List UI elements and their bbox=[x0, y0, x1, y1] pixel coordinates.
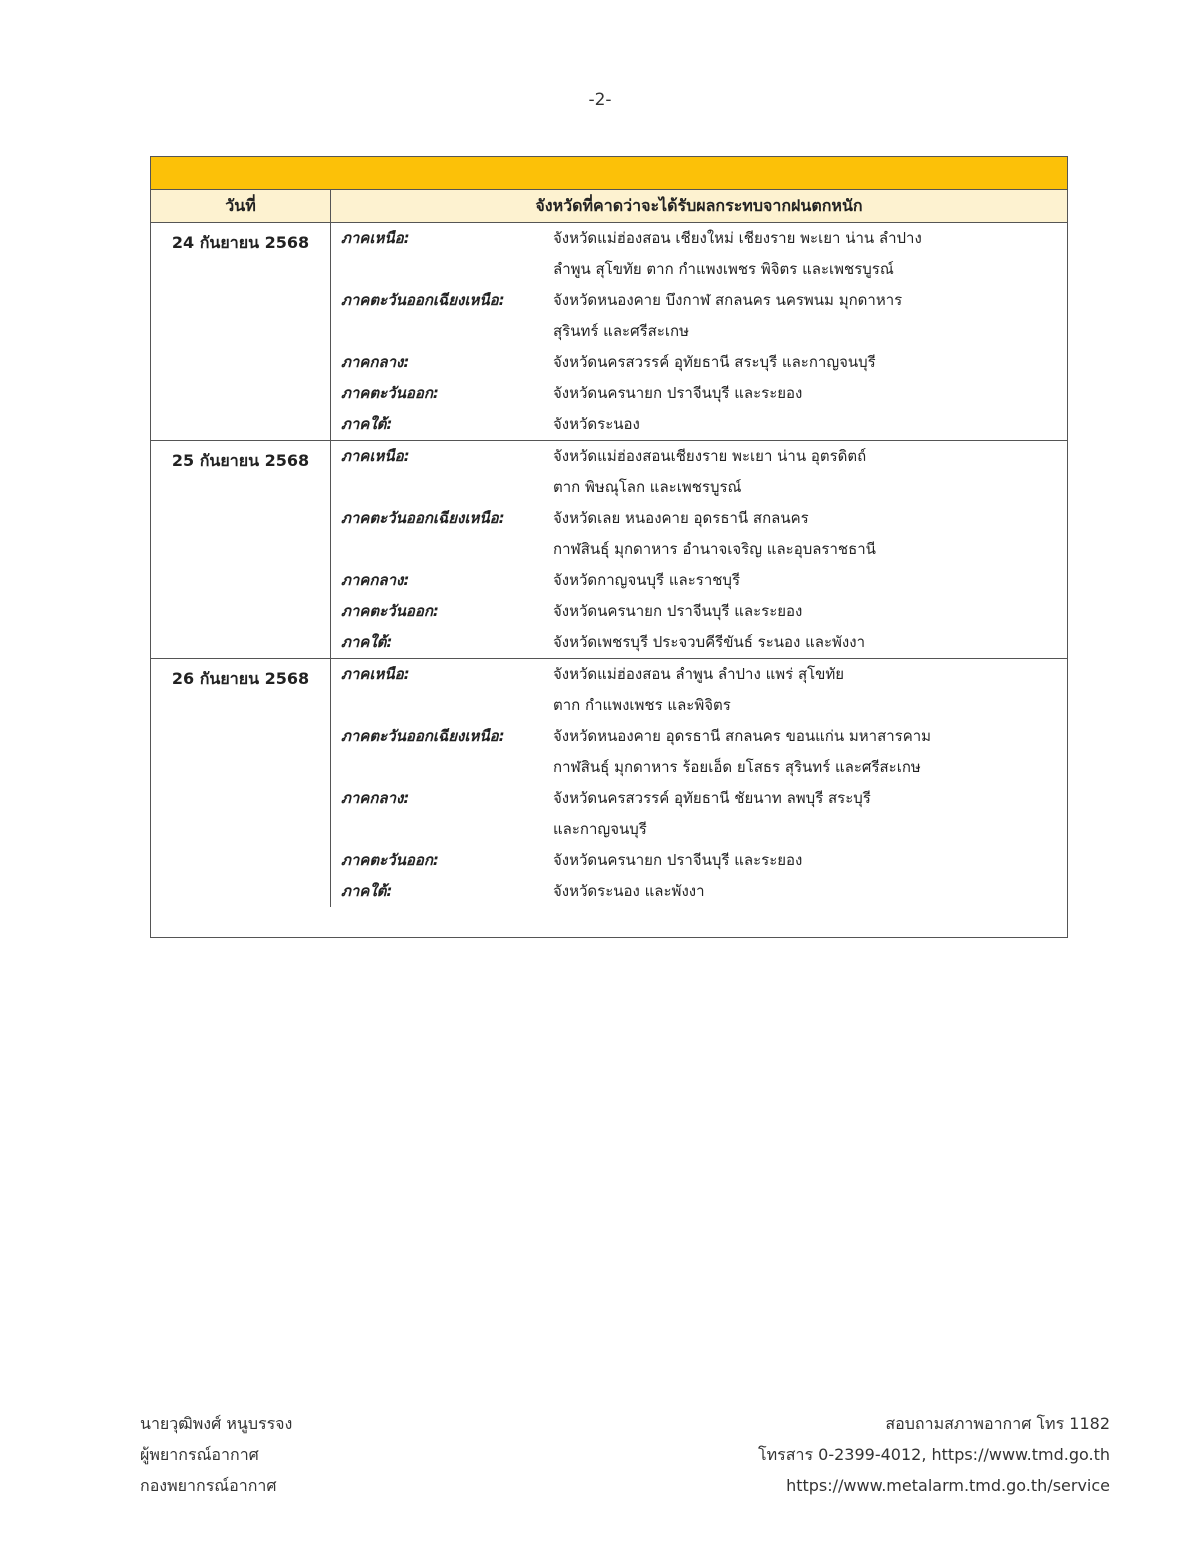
region-provinces bbox=[553, 845, 1067, 876]
footer-left bbox=[140, 1408, 292, 1501]
region-provinces bbox=[553, 441, 1067, 503]
region-entry bbox=[341, 565, 1067, 596]
header-date: วันที่ bbox=[151, 190, 331, 222]
region-provinces bbox=[553, 721, 1067, 783]
header-provinces: จังหวัดที่คาดว่าจะได้รับผลกระทบจากฝนตกหนัก bbox=[535, 195, 863, 215]
province-line: กาฬสินธุ์ มุกดาหาร อำนาจเจริญ และอุบลราชธานี bbox=[553, 540, 876, 558]
region-name: ภาคใต้: bbox=[341, 415, 393, 433]
province-line: จังหวัดนครนายก ปราจีนบุรี และระยอง bbox=[553, 384, 803, 402]
forecast-table bbox=[150, 156, 1068, 938]
region-name: ภาคตะวันออกเฉียงเหนือ: bbox=[341, 727, 505, 745]
region-name: ภาคตะวันออกเฉียงเหนือ: bbox=[341, 509, 505, 527]
region-entry bbox=[341, 627, 1067, 658]
province-line: จังหวัดแม่ฮ่องสอน ลำพูน ลำปาง แพร่ สุโขทัย bbox=[553, 665, 845, 683]
province-line: จังหวัดเลย หนองคาย อุดรธานี สกลนคร bbox=[553, 509, 809, 527]
province-line: จังหวัดระนอง bbox=[553, 415, 640, 433]
row-regions bbox=[331, 659, 1067, 907]
region-entry bbox=[341, 596, 1067, 627]
region-entry bbox=[341, 378, 1067, 409]
table-banner bbox=[151, 157, 1067, 190]
forecaster-name: นายวุฒิพงศ์ หนูบรรจง bbox=[140, 1414, 293, 1433]
province-line: จังหวัดนครนายก ปราจีนบุรี และระยอง bbox=[553, 602, 803, 620]
region-provinces bbox=[553, 347, 1067, 378]
province-line: จังหวัดกาญจนบุรี และราชบุรี bbox=[553, 571, 740, 589]
province-line: จังหวัดระนอง และพังงา bbox=[553, 882, 705, 900]
region-name: ภาคกลาง: bbox=[341, 789, 410, 807]
days-container bbox=[151, 223, 1067, 937]
province-line: จังหวัดแม่ฮ่องสอน เชียงใหม่ เชียงราย พะเยา น่าน ลำปาง bbox=[553, 229, 922, 247]
region-entry bbox=[341, 347, 1067, 378]
row-regions bbox=[331, 441, 1067, 658]
region-entry bbox=[341, 845, 1067, 876]
contact-service-url[interactable]: https://www.metalarm.tmd.go.th/service bbox=[786, 1476, 1110, 1495]
forecaster-division: กองพยากรณ์อากาศ bbox=[140, 1476, 277, 1495]
province-line: และกาญจนบุรี bbox=[553, 820, 647, 838]
row-date: 26 กันยายน 2568 bbox=[151, 659, 331, 907]
row-regions bbox=[331, 223, 1067, 440]
province-line: ตาก กำแพงเพชร และพิจิตร bbox=[553, 696, 731, 714]
region-name: ภาคเหนือ: bbox=[341, 447, 410, 465]
region-provinces bbox=[553, 783, 1067, 845]
table-row bbox=[151, 441, 1067, 659]
region-name: ภาคใต้: bbox=[341, 633, 393, 651]
province-line: กาฬสินธุ์ มุกดาหาร ร้อยเอ็ด ยโสธร สุรินทร์ และศรีสะเกษ bbox=[553, 758, 921, 776]
region-name: ภาคตะวันออกเฉียงเหนือ: bbox=[341, 291, 505, 309]
region-provinces bbox=[553, 409, 1067, 440]
region-name: ภาคเหนือ: bbox=[341, 229, 410, 247]
region-name: ภาคกลาง: bbox=[341, 571, 410, 589]
row-date: 24 กันยายน 2568 bbox=[151, 223, 331, 440]
contact-phone: สอบถามสภาพอากาศ โทร 1182 bbox=[885, 1414, 1110, 1433]
footer-right bbox=[758, 1408, 1110, 1501]
province-line: จังหวัดหนองคาย บึงกาฬ สกลนคร นครพนม มุกดาหาร bbox=[553, 291, 903, 309]
region-provinces bbox=[553, 223, 1067, 285]
region-provinces bbox=[553, 503, 1067, 565]
region-entry bbox=[341, 285, 1067, 347]
row-date: 25 กันยายน 2568 bbox=[151, 441, 331, 658]
page-number: -2- bbox=[588, 90, 612, 110]
region-provinces bbox=[553, 378, 1067, 409]
region-entry bbox=[341, 503, 1067, 565]
region-entry bbox=[341, 409, 1067, 440]
province-line: สุรินทร์ และศรีสะเกษ bbox=[553, 322, 689, 340]
contact-fax-url[interactable]: โทรสาร 0-2399-4012, https://www.tmd.go.th bbox=[758, 1445, 1110, 1464]
region-name: ภาคกลาง: bbox=[341, 353, 410, 371]
region-entry bbox=[341, 441, 1067, 503]
region-entry bbox=[341, 223, 1067, 285]
table-row bbox=[151, 659, 1067, 937]
province-line: จังหวัดนครนายก ปราจีนบุรี และระยอง bbox=[553, 851, 803, 869]
region-provinces bbox=[553, 627, 1067, 658]
province-line: จังหวัดเพชรบุรี ประจวบคีรีขันธ์ ระนอง และพังงา bbox=[553, 633, 865, 651]
region-entry bbox=[341, 659, 1067, 721]
province-line: จังหวัดแม่ฮ่องสอนเชียงราย พะเยา น่าน อุตรดิตถ์ bbox=[553, 447, 867, 465]
region-name: ภาคเหนือ: bbox=[341, 665, 410, 683]
region-name: ภาคใต้: bbox=[341, 882, 393, 900]
region-provinces bbox=[553, 565, 1067, 596]
province-line: ลำพูน สุโขทัย ตาก กำแพงเพชร พิจิตร และเพชรบูรณ์ bbox=[553, 260, 894, 278]
region-name: ภาคตะวันออก: bbox=[341, 602, 439, 620]
province-line: จังหวัดหนองคาย อุดรธานี สกลนคร ขอนแก่น มหาสารคาม bbox=[553, 727, 932, 745]
region-name: ภาคตะวันออก: bbox=[341, 851, 439, 869]
region-provinces bbox=[553, 659, 1067, 721]
table-header bbox=[151, 190, 1067, 223]
province-line: ตาก พิษณุโลก และเพชรบูรณ์ bbox=[553, 478, 742, 496]
province-line: จังหวัดนครสวรรค์ อุทัยธานี สระบุรี และกาญจนบุรี bbox=[553, 353, 876, 371]
forecaster-title: ผู้พยากรณ์อากาศ bbox=[140, 1445, 259, 1464]
region-name: ภาคตะวันออก: bbox=[341, 384, 439, 402]
region-entry bbox=[341, 876, 1067, 907]
table-row bbox=[151, 223, 1067, 441]
region-provinces bbox=[553, 285, 1067, 347]
region-provinces bbox=[553, 876, 1067, 907]
region-provinces bbox=[553, 596, 1067, 627]
region-entry bbox=[341, 721, 1067, 783]
region-entry bbox=[341, 783, 1067, 845]
province-line: จังหวัดนครสวรรค์ อุทัยธานี ชัยนาท ลพบุรี สระบุรี bbox=[553, 789, 871, 807]
